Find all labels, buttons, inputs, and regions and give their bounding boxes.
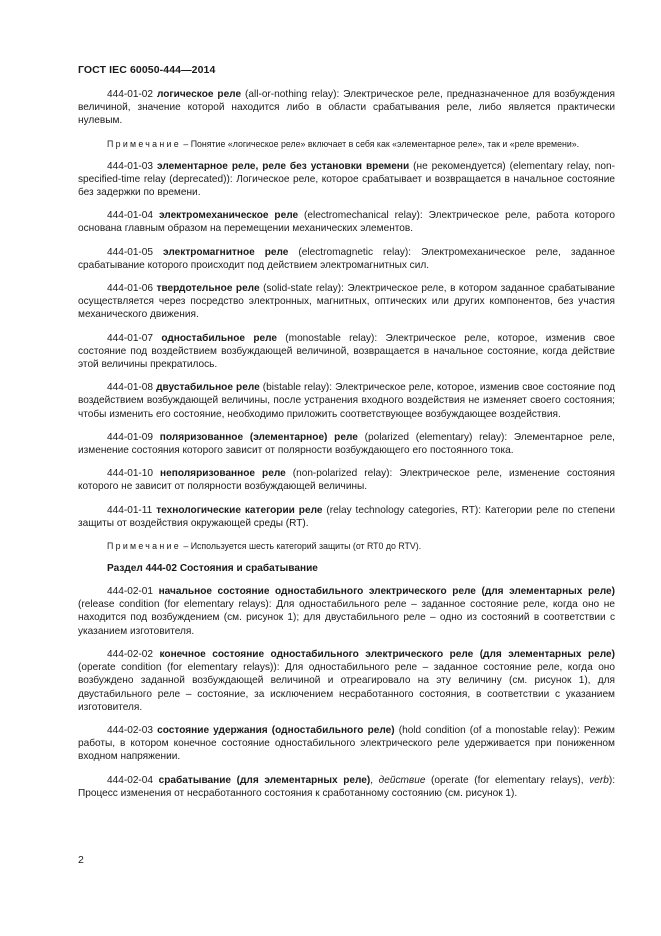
entry-number: 444-02-02 [107,648,154,660]
entry-term: состояние удержания (одностабильного реле) [157,724,395,736]
entry-definition: (electromagnetic relay): Электромеханическое реле, заданное срабатывание которого происходит под действием электромагнитных сил. [78,246,615,271]
entry-definition: (monostable relay): Электрическое реле, которое, изменив свое состояние под воздействием возбуждающей величиной, возвращается в начальное состояние, когда действие этой величины прекратилось. [78,332,616,371]
term-entry [78,381,615,421]
entry-number: 444-02-01 [107,586,154,598]
entry-definition: (polarized (elementary) relay): Элементарное реле, изменение состояния которого зависит от полярности возбуждающего его постоянного тока. [78,431,615,457]
entry-definition: (solid-state relay): Электрическое реле, в котором заданное срабатывание осуществляется через посредство электронных, магнитных, оптических или других компонентов, без участия механического движения. [78,283,615,321]
entry-term: электромагнитное реле [163,246,289,258]
entry-term: конечное состояние одностабильного электрического реле (для элементарных реле) [159,648,615,660]
page-number: 2 [78,854,84,866]
term-entry [78,724,615,764]
term-entry [78,332,615,372]
note-label: Примечание [107,138,181,149]
note-text: – Понятие «логическое реле» включает в себя как «элементарное реле», так и «реле времени». [180,138,580,149]
entry-definition: (operate (for elementary relays), [425,774,590,786]
entry-definition: (release condition (for elementary relays): Для одностабильного реле – заданное состояние реле, когда оно не находится под возбуждением (см. рисунок 1); для двустабильного реле – одно из состояний в соответствии с указанием изготовителя. [78,599,615,637]
entry-term: одностабильное реле [161,332,277,344]
term-entry [78,774,615,800]
entry-term: технологические категории реле [156,504,323,516]
entry-number: 444-01-09 [107,431,154,443]
entry-part-of-speech: действие [378,774,426,786]
term-entry [78,282,615,322]
term-entry [78,467,615,493]
entry-term: начальное состояние одностабильного электрического реле (для элементарных реле) [158,586,615,598]
entry-definition: (all-or-nothing relay): Электрическое реле, предназначенное для возбуждения величиной, значение которой находится либо в области срабатывания реле, либо является практически нулевым. [78,89,616,127]
entry-number: 444-01-02 [107,89,154,100]
entry-term: срабатывание (для элементарных реле) [158,774,371,786]
term-entry [78,585,615,638]
entry-number: 444-02-04 [107,774,154,786]
term-entry [78,246,615,272]
entry-part-of-speech-en: verb [589,774,609,786]
entry-number: 444-01-11 [107,504,153,516]
note-label: Примечание [107,541,181,552]
entry-number: 444-01-03 [107,160,154,172]
entry-number: 444-01-05 [107,246,154,258]
note-text: – Используется шесть категорий защиты (от RT0 до RTV). [180,541,422,552]
entry-term: логическое реле [156,89,242,100]
entry-definition: (non-polarized relay): Электрическое реле, изменение состояния которого не зависит от полярности возбуждающей величины. [78,468,615,493]
entry-definition: (не рекомендуется) (elementary relay, non-specified-time relay (deprecated)): Логическое реле, которое срабатывает и возвращается в начальное состояние без задержки по времени. [78,160,615,199]
entry-definition: (operate condition (for elementary relays)): Для одностабильного реле – заданное состояние реле, когда оно возбуждено заданной возбуждающей величиной и отреагировало на эту величину (см. рисунок 1), для двустабильного реле – состояние, за исключением несработанного состояния, в соответствии с указанием изготовителя. [78,662,615,713]
entry-term: элементарное реле, реле без установки времени [157,160,410,172]
term-entry [78,648,615,714]
entry-definition: (bistable relay): Электрическое реле, которое, изменив свое состояние под воздействием возбуждающей величины, после устранения входного воздействия не изменяет своего состояния; чтобы изменить его состояние, необходимо приложить соответствующее возбуждающее воздействия. [78,382,615,420]
entry-separator: , [370,774,379,786]
entry-term: твердотельное реле [156,283,260,295]
note [78,138,615,150]
entry-term: электромеханическое реле [158,210,299,222]
entry-number: 444-01-10 [107,468,154,480]
term-entry [78,88,615,128]
entry-term: двустабильное реле [156,382,260,394]
section-heading: Раздел 444-02 Состояния и срабатывание [107,563,318,575]
entry-definition: (hold condition (of a monostable relay): Режим работы, в котором конечное состояние одностабильного электрического реле удерживается при пониженном входном напряжении. [78,724,615,763]
entry-number: 444-01-08 [107,382,154,394]
entry-definition-end: ): Процесс изменения от несработанного состояния к сработанному состоянию (см. рисунок 1). [78,774,615,799]
term-entry [78,431,615,457]
term-entry [78,209,615,235]
document-header: ГОСТ IEC 60050-444—2014 [78,64,216,76]
entry-definition: (relay technology categories, RT): Категории реле по степени защиты от воздействия окружающей среды (RT). [78,504,615,529]
note [78,540,615,552]
entry-term: поляризованное (элементарное) реле [159,431,358,443]
term-entry [78,160,615,200]
entry-number: 444-01-07 [107,332,154,344]
entry-number: 444-02-03 [107,724,154,736]
entry-number: 444-01-04 [107,210,154,222]
term-entry [78,504,615,530]
entry-definition: (electromechanical relay): Электрическое реле, работа которого основана главным образом на перемещении механических элементов. [78,210,616,235]
document-body [78,88,615,810]
entry-term: неполяризованное реле [160,468,286,480]
entry-number: 444-01-06 [107,283,154,295]
